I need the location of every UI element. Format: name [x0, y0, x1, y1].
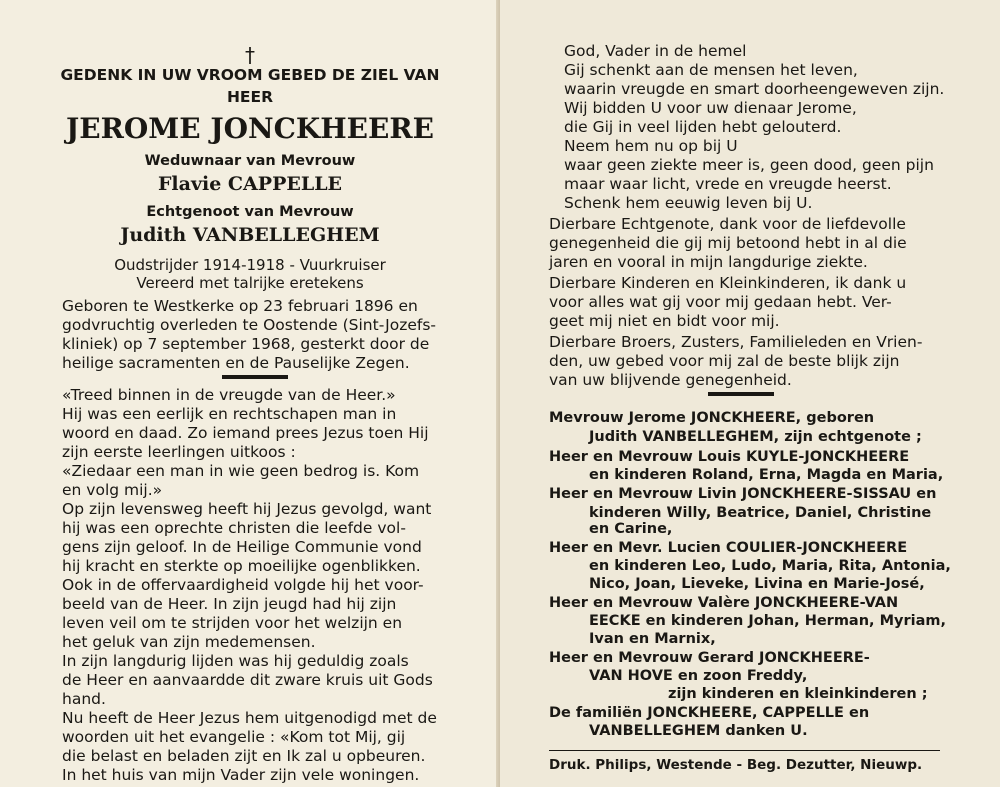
text-line: Ook in de offervaardigheid volgde hij het voor-: [62, 576, 424, 594]
text-line: In zijn langdurig lijden was hij geduldig zoals: [62, 652, 409, 670]
widower-label: Weduwnaar van Mevrouw: [144, 153, 356, 169]
family-line: Heer en Mevrouw Louis KUYLE-JONCKHEERE: [549, 449, 910, 465]
family-line: en Carine,: [589, 521, 673, 537]
family-line: EECKE en kinderen Johan, Herman, Myriam,: [589, 613, 946, 629]
text-line: maar waar licht, vrede en vreugde heerst.: [564, 175, 892, 193]
text-line: In het huis van mijn Vader zijn vele woningen.: [62, 766, 420, 784]
text-line: het geluk van zijn medemensen.: [62, 633, 316, 651]
husband-label: Echtgenoot van Mevrouw: [146, 204, 354, 220]
text-line: Geboren te Westkerke op 23 februari 1896 en: [62, 297, 418, 315]
text-line: hij kracht en sterkte op moeilijke ogenblikken.: [62, 557, 421, 575]
family-line: Heer en Mevrouw Valère JONCKHEERE-VAN: [549, 595, 899, 611]
text-line: van uw blijvende genegenheid.: [549, 371, 792, 389]
heading-line-2: HEER: [226, 88, 274, 106]
text-line: «Treed binnen in de vreugde van de Heer.»: [62, 386, 396, 404]
text-line: woorden uit het evangelie : «Kom tot Mij, gij: [62, 728, 406, 746]
first-wife-name: Flavie CAPPELLE: [157, 173, 343, 195]
text-line: Nu heeft de Heer Jezus hem uitgenodigd met de: [62, 709, 437, 727]
family-line: Heer en Mevr. Lucien COULIER-JONCKHEERE: [549, 540, 908, 556]
text-line: heilige sacramenten en de Pauselijke Zegen.: [62, 354, 410, 372]
text-line: beeld van de Heer. In zijn jeugd had hij zijn: [62, 595, 397, 613]
family-line: Heer en Mevrouw Livin JONCKHEERE-SISSAU en: [549, 486, 937, 502]
text-line: die Gij in veel lijden hebt gelouterd.: [564, 118, 842, 136]
text-line: en volg mij.»: [62, 481, 163, 499]
family-line: Ivan en Marnix,: [589, 631, 716, 647]
family-line: Judith VANBELLEGHEM, zijn echtgenote ;: [589, 429, 922, 445]
veteran-line: Oudstrijder 1914-1918 - Vuurkruiser: [114, 256, 386, 274]
family-line: en kinderen Roland, Erna, Magda en Maria,: [589, 467, 944, 483]
text-line: God, Vader in de hemel: [564, 42, 747, 60]
divider-rule: [222, 375, 288, 379]
text-line: Wij bidden U voor uw dienaar Jerome,: [564, 99, 857, 117]
family-line: VANBELLEGHEM danken U.: [589, 723, 808, 739]
text-line: kliniek) op 7 september 1968, gesterkt door de: [62, 335, 430, 353]
right-page: [500, 0, 1000, 787]
text-line: Op zijn levensweg heeft hij Jezus gevolgd, want: [62, 500, 432, 518]
text-line: Schenk hem eeuwig leven bij U.: [564, 194, 813, 212]
honors-line: Vereerd met talrijke eretekens: [136, 274, 364, 292]
text-line: Gij schenkt aan de mensen het leven,: [564, 61, 858, 79]
text-line: zijn eerste leerlingen uitkoos :: [62, 443, 296, 461]
text-line: Dierbare Echtgenote, dank voor de liefdevolle: [549, 215, 906, 233]
text-line: woord en daad. Zo iemand prees Jezus toen Hij: [62, 424, 429, 442]
text-line: leven veil om te strijden voor het welzijn en: [62, 614, 403, 632]
deceased-name: JEROME JONCKHEERE: [66, 112, 434, 145]
family-line: Heer en Mevrouw Gerard JONCKHEERE-: [549, 650, 870, 666]
text-line: geet mij niet en bidt voor mij.: [549, 312, 780, 330]
text-line: «Ziedaar een man in wie geen bedrog is. Kom: [62, 462, 420, 480]
footer-rule: [549, 750, 940, 751]
divider-rule: [708, 392, 774, 396]
family-line: en kinderen Leo, Ludo, Maria, Rita, Antonia,: [589, 558, 951, 574]
text-line: gens zijn geloof. In de Heilige Communie vond: [62, 538, 422, 556]
text-line: Dierbare Kinderen en Kleinkinderen, ik dank u: [549, 274, 907, 292]
cross-icon: †: [245, 43, 255, 67]
family-line: Mevrouw Jerome JONCKHEERE, geboren: [549, 410, 875, 426]
text-line: Neem hem nu op bij U: [564, 137, 738, 155]
text-line: de Heer en aanvaardde dit zware kruis uit Gods: [62, 671, 433, 689]
text-line: Dierbare Broers, Zusters, Familieleden en Vrien-: [549, 333, 923, 351]
printer-credit: Druk. Philips, Westende - Beg. Dezutter, Nieuwp.: [549, 757, 923, 773]
heading-line-1: GEDENK IN UW VROOM GEBED DE ZIEL VAN: [60, 66, 440, 84]
text-line: voor alles wat gij voor mij gedaan hebt. Ver-: [549, 293, 892, 311]
text-line: hij was een oprechte christen die leefde vol-: [62, 519, 406, 537]
text-line: genegenheid die gij mij betoond hebt in al die: [549, 234, 907, 252]
text-line: waarin vreugde en smart doorheengeweven zijn.: [564, 80, 945, 98]
text-line: jaren en vooral in mijn langdurige ziekte.: [549, 253, 868, 271]
text-line: hand.: [62, 690, 106, 708]
family-line: Nico, Joan, Lieveke, Livina en Marie-José,: [589, 576, 925, 592]
family-line: VAN HOVE en zoon Freddy,: [589, 668, 808, 684]
family-line: kinderen Willy, Beatrice, Daniel, Christine: [589, 505, 932, 521]
second-wife-name: Judith VANBELLEGHEM: [120, 224, 380, 246]
family-line: zijn kinderen en kleinkinderen ;: [668, 686, 928, 702]
text-line: den, uw gebed voor mij zal de beste blijk zijn: [549, 352, 900, 370]
text-line: Hij was een eerlijk en rechtschapen man in: [62, 405, 397, 423]
family-line: De familiën JONCKHEERE, CAPPELLE en: [549, 705, 870, 721]
text-line: godvruchtig overleden te Oostende (Sint-Jozefs-: [62, 316, 436, 334]
text-line: die belast en beladen zijt en Ik zal u opbeuren.: [62, 747, 426, 765]
text-line: waar geen ziekte meer is, geen dood, geen pijn: [564, 156, 934, 174]
